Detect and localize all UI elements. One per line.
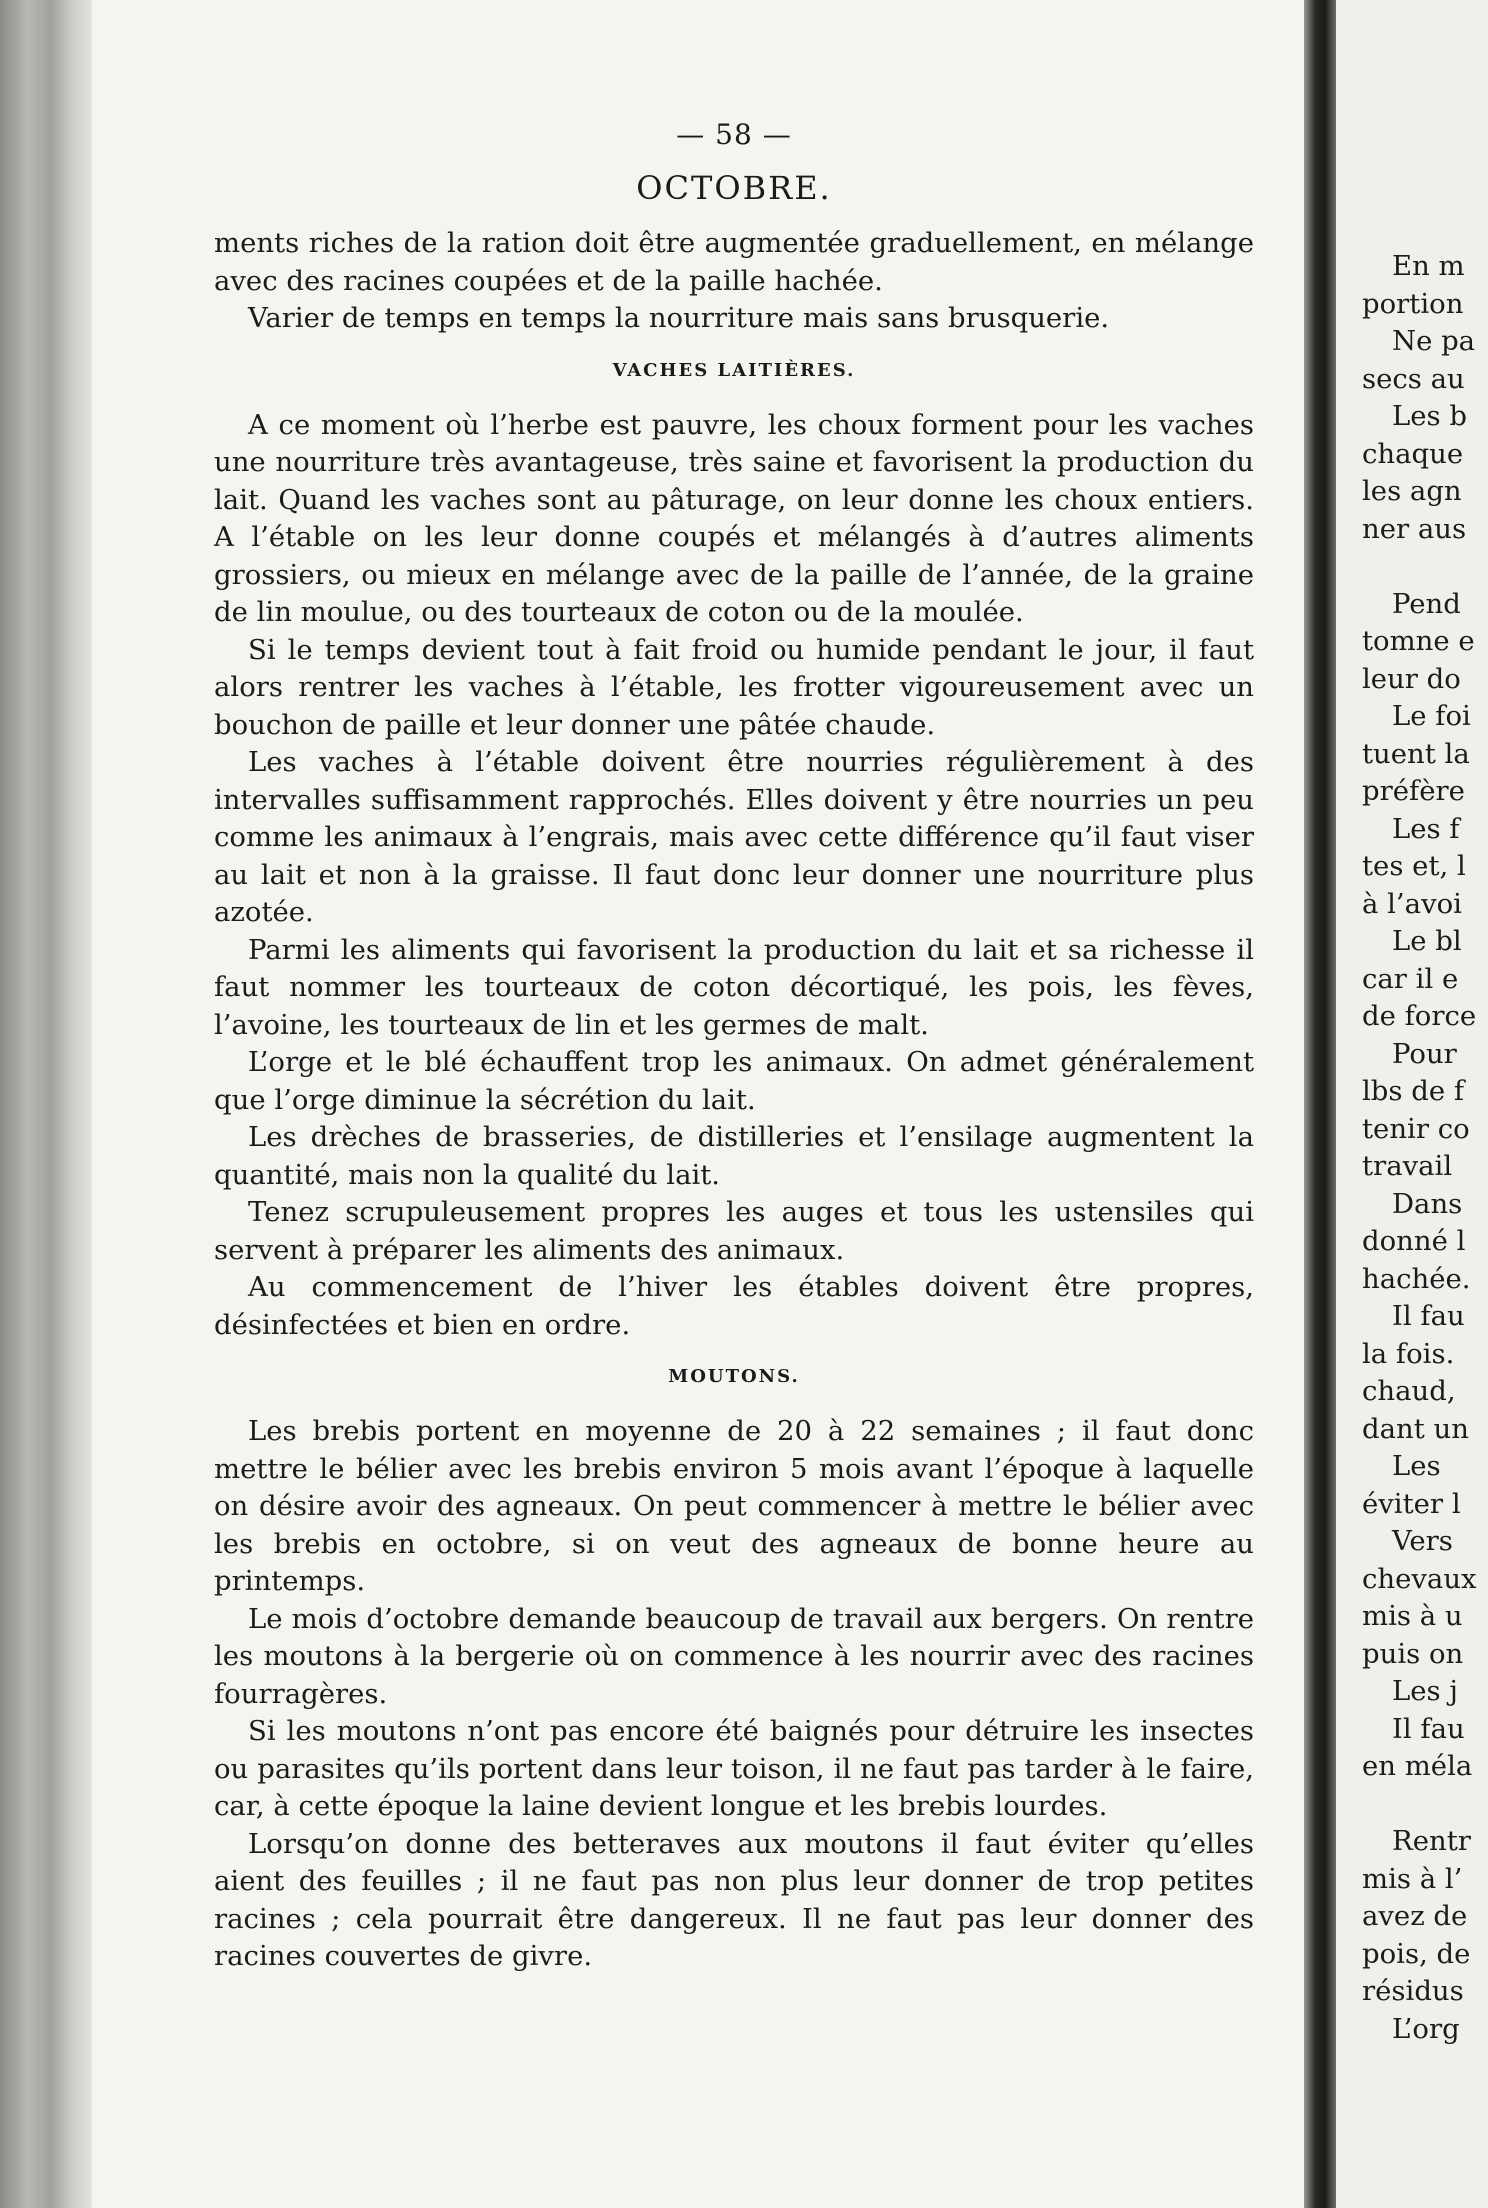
fragment-line: Les f [1392,812,1460,845]
section-title: OCTOBRE. [636,169,832,207]
fragment-line: la fois. [1362,1337,1455,1370]
paragraph: L’orge et le blé échauffent trop les animaux. On admet généralement que l’orge diminue la sécrétion du lait. [214,1046,1254,1116]
fragment-line: avez de [1362,1900,1468,1932]
fragment-line: mis à u [1362,1600,1463,1632]
fragment-line: en méla [1362,1750,1473,1782]
paragraph: Au commencement de l’hiver les étables doivent être propres, désinfectées et bien en ordre. [214,1271,1254,1341]
paragraph: Les brebis portent en moyenne de 20 à 22 semaines ; il faut donc mettre le bélier avec les brebis environ 5 mois avant l’époque à laquelle on désire avoir des agneaux. On peut commencer à mettre le bélier avec les brebis en octobre, si on veut des agneaux de bonne heure au printemps. [214,1415,1254,1597]
book-binding [0,0,92,2208]
fragment-line: dant un [1362,1412,1469,1445]
paragraph: Tenez scrupuleusement propres les auges et tous les ustensiles qui servent à préparer les aliments des animaux. [214,1196,1254,1266]
fragment-line: Pend [1392,587,1461,620]
paragraph: Les vaches à l’étable doivent être nourries régulièrement à des intervalles suffisamment rapprochés. Elles doivent y être nourries un peu comme les animaux à l’engrais, mais avec cette différence qu’il faut viser au lait et non à la graisse. Il faut donc leur donner une nourriture plus azotée. [214,746,1254,928]
fragment-line: hachée. [1362,1262,1471,1295]
right-page-fragments [1362,248,1488,2048]
paragraph: Si les moutons n’ont pas encore été baignés pour détruire les insectes ou parasites qu’ils portent dans leur toison, il ne faut pas tarder à le faire, car, à cette époque la laine devient longue et les brebis lourdes. [214,1715,1254,1822]
paragraph: Lorsqu’on donne des betteraves aux moutons il faut éviter qu’elles aient des feuilles ; il ne faut pas non plus leur donner de trop petites racines ; cela pourrait être dangereux. Il ne faut pas leur donner des racines couvertes de givre. [214,1827,1254,1972]
fragment-line: résidus [1362,1975,1464,2007]
fragment-line: de force [1362,1000,1477,1032]
fragment-line: à l’avoi [1362,887,1462,920]
fragment-line: préfère [1362,775,1465,807]
fragment-line: Pour [1392,1037,1457,1070]
paragraph: Varier de temps en temps la nourriture mais sans brusquerie. [248,302,1110,334]
subsection-title-moutons: MOUTONS. [668,1366,800,1387]
fragment-line: éviter l [1362,1487,1461,1520]
fragment-line: Vers [1392,1525,1453,1557]
fragment-line: lbs de f [1362,1075,1465,1107]
paragraph: Les drèches de brasseries, de distilleries et l’ensilage augmentent la quantité, mais non la qualité du lait. [214,1121,1254,1191]
paragraph: ments riches de la ration doit être augmentée graduellement, en mélange avec des racines coupées et de la paille hachée. [214,227,1254,297]
fragment-line: Il fau [1392,1300,1465,1332]
fragment-line: tenir co [1362,1112,1470,1145]
fragment-line: chaque [1362,437,1464,470]
fragment-line: tuent la [1362,737,1470,770]
fragment-line: tes et, l [1362,850,1466,882]
fragment-line: pois, de [1362,1937,1471,1970]
fragment-line: Le bl [1392,925,1462,957]
fragment-line: mis à l’ [1362,1862,1463,1895]
fragment-line: puis on [1362,1637,1464,1670]
subsection-title-vaches: VACHES LAITIÈRES. [612,359,856,381]
fragment-line: chevaux [1362,1562,1477,1595]
fragment-line: En m [1392,250,1465,282]
fragment-line: chaud, [1362,1375,1456,1407]
fragment-line: Les b [1392,400,1467,432]
fragment-line: Rentr [1392,1825,1471,1857]
fragment-line: ner aus [1362,512,1467,545]
paragraph: Parmi les aliments qui favorisent la production du lait et sa richesse il faut nommer les tourteaux de coton décortiqué, les pois, les fèves, l’avoine, les tourteaux de lin et les germes de malt. [214,933,1254,1041]
fragment-line: donné l [1362,1225,1466,1257]
fragment-line: L’org [1392,2012,1460,2045]
fragment-line: Ne pa [1392,325,1476,357]
fragment-line: tomne e [1362,625,1475,657]
fragment-line: Dans [1392,1187,1463,1220]
fragment-line: portion [1362,287,1464,320]
fragment-line: car il e [1362,962,1459,995]
left-page-text [214,118,1254,1976]
right-page [1336,0,1488,2208]
page-number: — 58 — [676,118,792,151]
fragment-line: Les j [1392,1675,1458,1707]
paragraph: A ce moment où l’herbe est pauvre, les choux forment pour les vaches une nourriture très avantageuse, très saine et favorisent la production du lait. Quand les vaches sont au pâturage, on leur donne les choux entiers. A l’étable on les leur donne coupés et mélangés à d’autres aliments grossiers, ou mieux en mélange avec de la paille de l’année, de la graine de lin moulue, ou des tourteaux de coton ou de la moulée. [214,408,1254,628]
fragment-line: leur do [1362,662,1461,695]
paragraph: Le mois d’octobre demande beaucoup de travail aux bergers. On rentre les moutons à la bergerie où on commence à les nourrir avec des racines fourragères. [214,1602,1254,1710]
fragment-line: secs au [1362,362,1465,395]
fragment-line: Il fau [1392,1712,1465,1745]
paragraph: Si le temps devient tout à fait froid ou humide pendant le jour, il faut alors rentrer les vaches à l’étable, les frotter vigoureusement avec un bouchon de paille et leur donner une pâtée chaude. [214,633,1254,741]
fragment-line: travail [1362,1150,1453,1182]
fragment-line: les agn [1362,475,1462,507]
book-gutter [1304,0,1336,2208]
fragment-line: Le foi [1392,700,1471,732]
fragment-line: Les [1392,1450,1441,1482]
